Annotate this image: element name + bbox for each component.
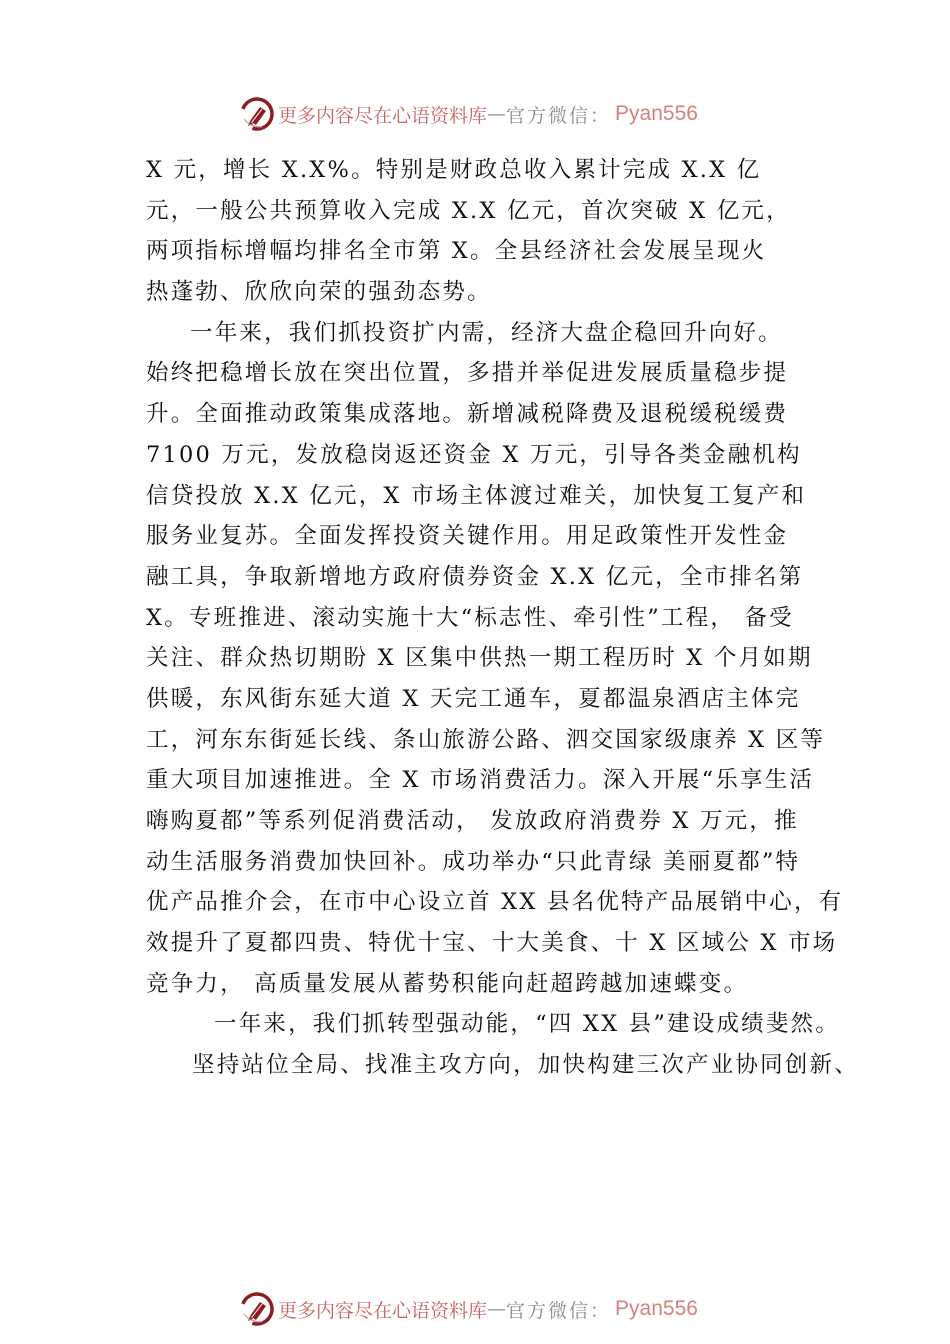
text-line: 嗨购夏都”等系列促消费活动， 发放政府消费券 X 万元，推 [146,808,799,834]
text-line: 热蓬勃、欣欣向荣的强劲态势。 [146,279,492,306]
text-line: 元，一般公共预算收入完成 X.X 亿元，首次突破 X 亿元， [146,197,791,224]
text-line: 两项指标增幅均排名全市第 X。全县经济社会发展呈现火 [146,238,767,265]
text-line: 供暖，东风街东延大道 X 天完工通车，夏都温泉酒店主体完 [146,685,801,712]
text-line: 升。全面推动政策集成落地。新增减税降费及退税缓税缓费 [146,401,789,428]
text-line: 融工具，争取新增地方政府债券资金 X.X 亿元，全市排名第 [146,563,804,590]
text-line: 动生活服务消费加快回补。成功举办“只此青绿 美丽夏都”特 [146,848,801,875]
text-line: 始终把稳增长放在突出位置，多措并举促进发展质量稳步提 [146,360,789,387]
document-body [146,150,859,1086]
watermark-main-text: 更多内容尽在心语资料库 [278,104,488,127]
paragraph-start-line: 一年来，我们抓转型强动能，“四 XX 县”建设成绩斐然。 [214,1011,840,1038]
watermark-dash: — [487,1298,507,1320]
text-line: 工，河东东街延长线、条山旅游公路、泗交国家级康养 X 区等 [146,726,826,753]
footer-watermark [240,1289,698,1329]
text-line: 竞争力， 高质量发展从蓄势积能向赶超跨越加速蝶变。 [146,970,749,997]
header-watermark [240,94,698,134]
pen-nib-logo-icon [240,97,274,131]
text-line: 重大项目加速推进。全 X 市场消费活力。深入开展“乐享生活 [146,767,815,794]
text-line: 效提升了夏都四贵、特优十宝、十大美食、十 X 区域公 X 市场 [146,930,838,957]
paragraph-start-line: 一年来，我们抓投资扩内需，经济大盘企稳回升向好。 [190,319,783,346]
text-line: 优产品推介会，在市中心设立首 XX 县名优特产品展销中心，有 [146,889,844,916]
text-line: 信贷投放 X.X 亿元，X 市场主体渡过难关，加快复工复产和 [146,482,807,509]
text-line: X。专班推进、滚动实施十大“标志性、牵引性”工程， 备受 [146,604,794,631]
text-line: X 元，增长 X.X%。特别是财政总收入累计完成 X.X 亿 [146,157,762,183]
watermark-wechat-id: Pyan556 [615,102,698,125]
text-line: 服务业复苏。全面发挥投资关键作用。用足政策性开发性金 [146,523,789,550]
watermark-main-text: 更多内容尽在心语资料库 [278,1299,488,1322]
watermark-wechat-label: 官方微信： [506,1299,612,1322]
text-line: 坚持站位全局、找准主攻方向，加快构建三次产业协同创新、 [192,1052,859,1079]
watermark-wechat-label: 官方微信： [506,104,612,127]
text-line: 关注、群众热切期盼 X 区集中供热一期工程历时 X 个月如期 [146,645,813,672]
watermark-wechat-id: Pyan556 [615,1297,698,1320]
text-line: 7100 万元，发放稳岗返还资金 X 万元，引导各类金融机构 [146,441,802,468]
watermark-dash: — [487,103,507,125]
pen-nib-logo-icon [240,1292,274,1326]
